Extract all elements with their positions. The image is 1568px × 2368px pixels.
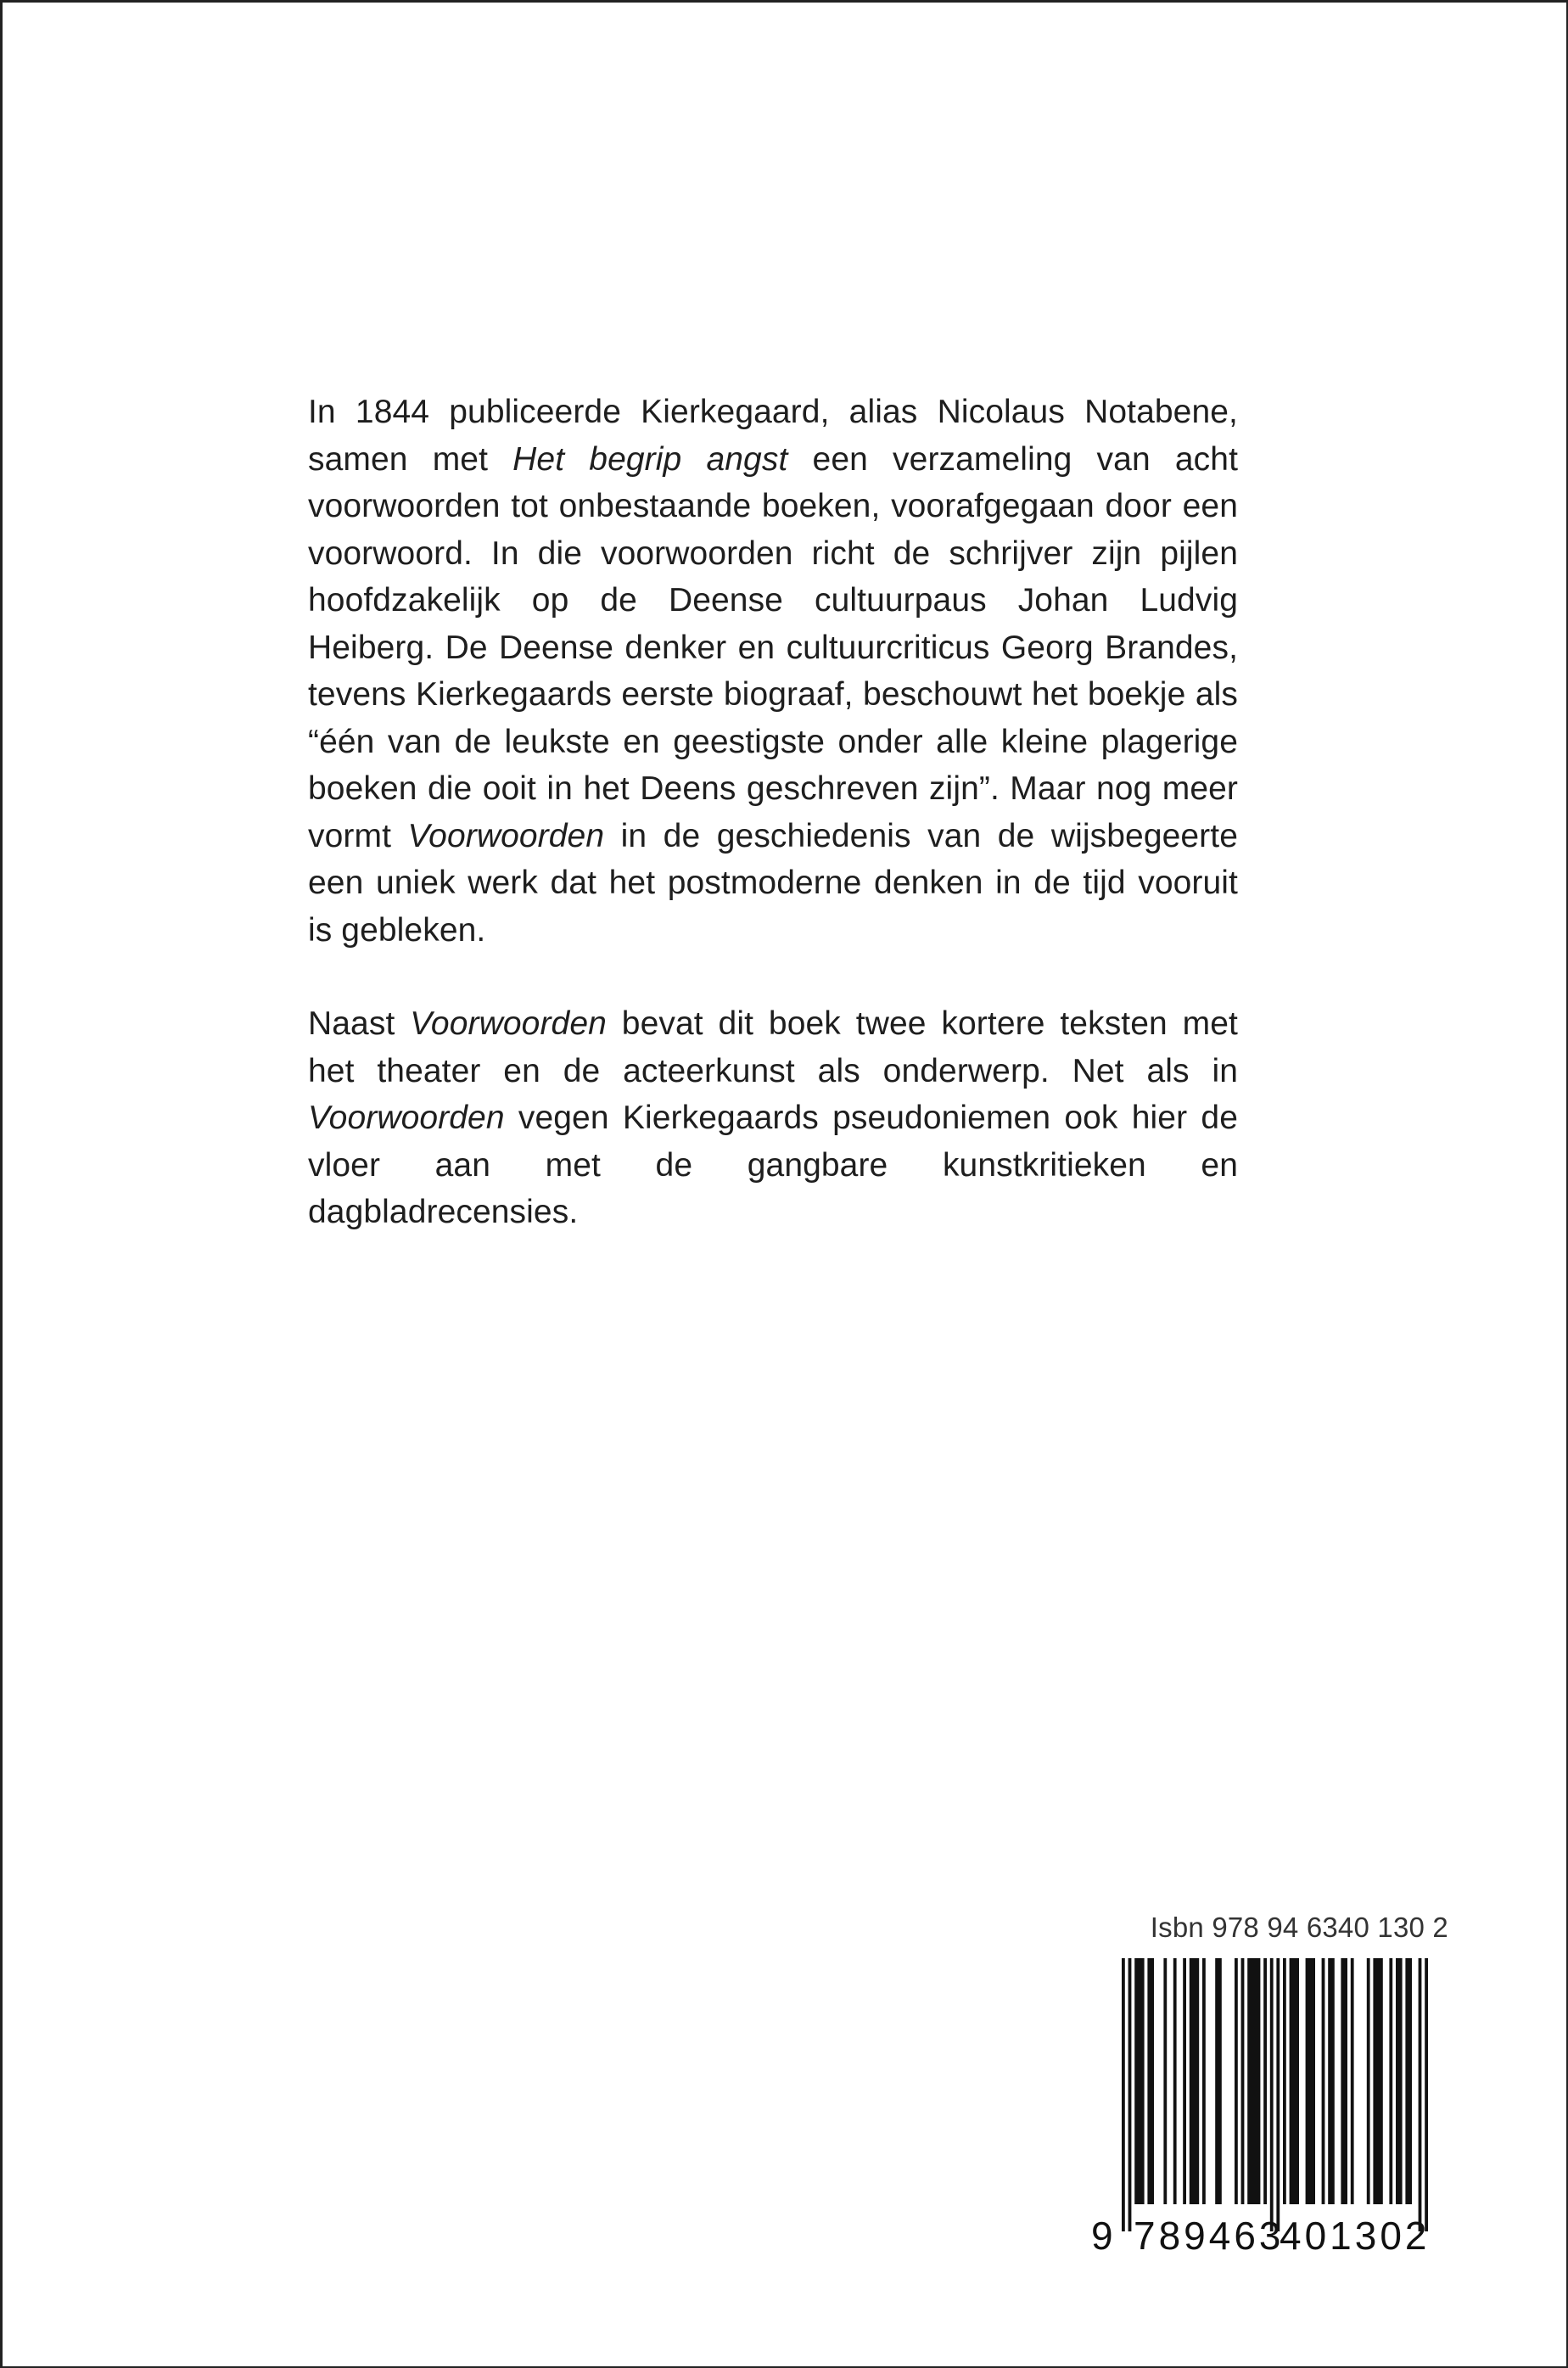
barcode-bar [1276,1958,1280,2231]
barcode-bar [1163,1958,1167,2204]
blurb-paragraph-1: In 1844 publiceerde Kierkegaard, alias Nicolaus Notabene, samen met Het begrip angst een verzameling van acht voorwoorden tot onbestaande boeken, voorafgegaan door een voorwoord. In die voorwoorden richt de schrijver zijn pijlen hoofdzakelijk op de Deense cultuurpaus Johan Ludvig Heiberg. De Deense denker en cultuurcriticus Georg Brandes, tevens Kierkegaards eerste biograaf, beschouwt het boekje als “één van de leukste en geestigste onder alle kleine plagerige boeken die ooit in het Deens geschreven zijn”. Maar nog meer vormt Voorwoorden in de geschiedenis van de wijsbegeerte een uniek werk dat het postmoderne denken in de tijd vooruit is gebleken. [308,394,1239,949]
title-het-begrip-angst: Het begrip angst [512,440,788,478]
barcode-bar [1235,1958,1238,2204]
barcode-bar [1341,1958,1347,2204]
barcode-bar [1290,1958,1299,2204]
barcode-bar [1134,1958,1144,2204]
barcode-bar [1419,1958,1422,2231]
barcode-bar [1373,1958,1382,2204]
barcode [1091,1958,1441,2231]
barcode-bar [1202,1958,1206,2204]
barcode-bar [1328,1958,1335,2204]
barcode-bar [1247,1958,1260,2204]
title-voorwoorden: Voorwoorden [410,1005,607,1042]
barcode-bar [1306,1958,1315,2204]
title-voorwoorden: Voorwoorden [407,817,605,854]
barcode-bar [1147,1958,1154,2204]
barcode-bar [1173,1958,1177,2204]
barcode-bar [1190,1958,1199,2204]
barcode-bar [1241,1958,1245,2204]
barcode-bar [1215,1958,1222,2204]
barcode-bar [1405,1958,1412,2204]
barcode-bar [1122,1958,1125,2231]
barcode-bar [1322,1958,1325,2204]
barcode-bar [1351,1958,1354,2204]
barcode-bar [1283,1958,1286,2204]
barcode-bar [1396,1958,1403,2204]
barcode-bar [1367,1958,1370,2204]
barcode-bar [1389,1958,1392,2204]
barcode-bar [1263,1958,1267,2204]
blurb-paragraph-2: Naast Voorwoorden bevat dit boek twee kortere teksten met het theater en de acteerkunst als onderwerp. Net als in Voorwoorden vegen Kierkegaards pseudoniemen ook hier de vloer aan met de gangbare kunstkritieken en dagbladrecensies. [308,1005,1238,1230]
barcode-bar [1128,1958,1132,2231]
barcode-lead-digit: 9 [1091,2214,1113,2258]
barcode-left-group: 789463 [1134,2214,1285,2258]
barcode-bar [1270,1958,1274,2231]
barcode-bar [1183,1958,1186,2204]
title-voorwoorden: Voorwoorden [308,1100,505,1136]
blurb-text [308,389,1238,1236]
isbn-label: Isbn 978 94 6340 130 2 [1150,1912,1448,1943]
barcode-graphic [1091,1958,1441,2231]
barcode-right-group: 401302 [1280,2214,1431,2258]
barcode-bar [1425,1958,1428,2231]
barcode-digits [1091,2213,1441,2258]
